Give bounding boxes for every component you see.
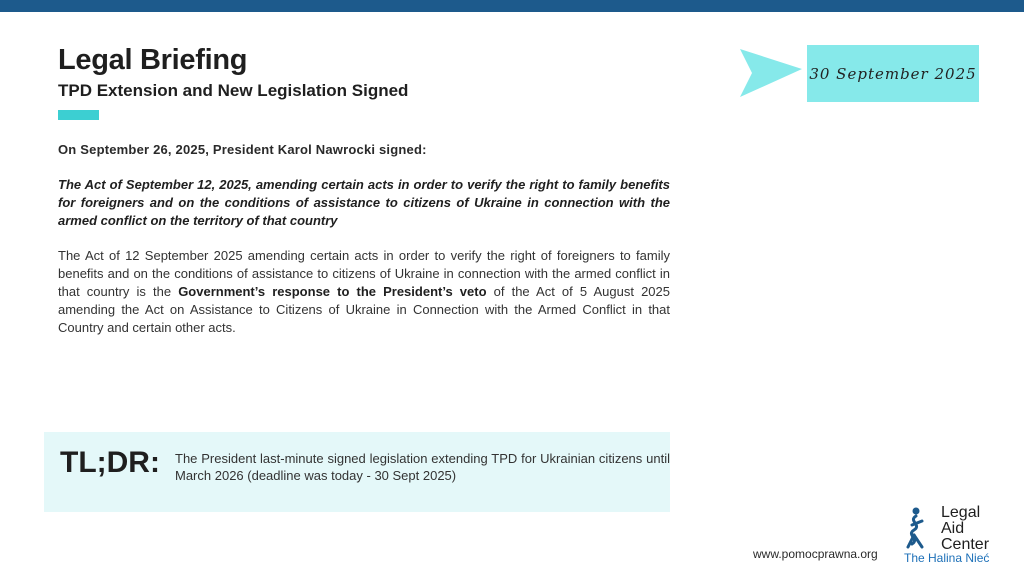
logo-line-3: Center	[941, 536, 990, 553]
body-text-after: of the Act of 5 August 2025 amending the Act on Assistance to Citizens of Ukraine in Connection with the Armed Conflict in that Country and certain other acts.	[58, 284, 670, 335]
page-title: Legal Briefing	[58, 44, 248, 76]
body-paragraph	[58, 247, 670, 337]
arrow-icon	[740, 49, 802, 97]
arrow-shape	[740, 49, 802, 97]
act-name: The Act of September 12, 2025, amending certain acts in order to verify the right to family benefits for foreigners and on the conditions of assistance to citizens of Ukraine in connection with the armed conflict on the territory of that country	[58, 177, 670, 228]
tldr-text: The President last-minute signed legislation extending TPD for Ukrainian citizens until March 2026 (deadline was today - 30 Sept 2025)	[175, 451, 670, 483]
logo-text	[941, 505, 989, 553]
date-badge	[807, 45, 979, 102]
intro-text: On September 26, 2025, President Karol Nawrocki signed:	[58, 142, 427, 157]
website-link[interactable]: www.pomocprawna.org	[753, 547, 878, 561]
top-bar	[0, 0, 1024, 12]
body-text-before: The Act of 12 September 2025 amending certain acts in order to verify the right of foreigners to family benefits and on the conditions of assistance to citizens of Ukraine in connection with the armed conflict in that country is the	[58, 248, 670, 299]
logo-subtitle: The Halina Nieć	[904, 551, 990, 565]
logo-line-1: Legal	[941, 504, 981, 521]
date-text: 30 September 2025	[809, 64, 977, 83]
body-text-bold: Government’s response to the President’s veto	[178, 284, 487, 299]
accent-bar	[58, 110, 99, 120]
tldr-label: TL;DR:	[60, 446, 160, 479]
logo-line-2: Aid	[941, 520, 965, 537]
page-subtitle: TPD Extension and New Legislation Signed	[58, 81, 409, 100]
